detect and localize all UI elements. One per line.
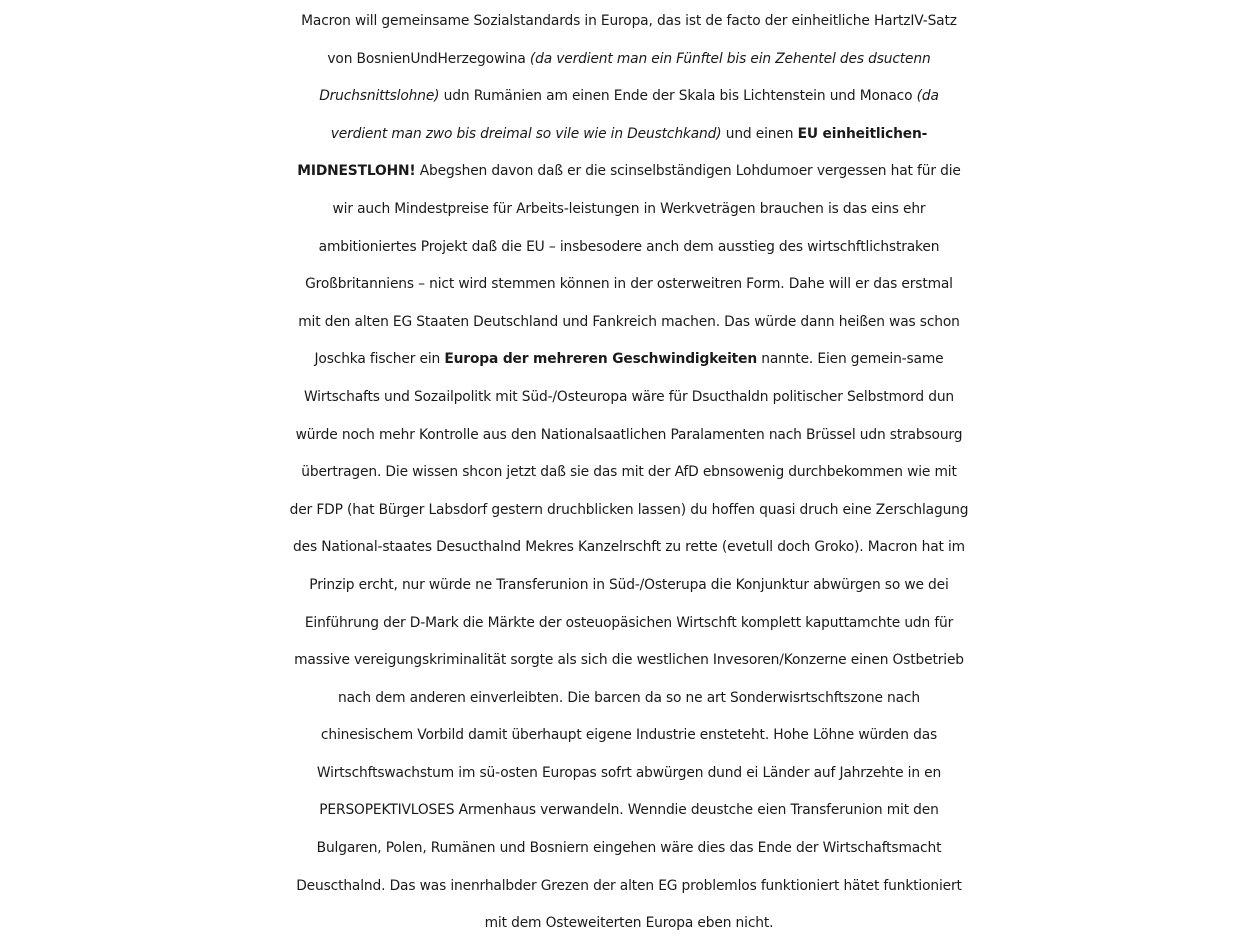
text-segment: der FDP (hat Bürger Labsdorf gestern druchblicken lassen) du hoffen quasi druch eine Zerschlagung: [289, 501, 969, 518]
text-segment: Bulgaren, Polen, Rumänen und Bosniern eingehen wäre dies das Ende der Wirtschaftsmacht: [316, 840, 942, 857]
text-segment: Deuscthalnd. Das was inenrhalbder Grezen der alten EG problemlos funktioniert hätet funktioniert: [296, 877, 962, 894]
text-segment: Macron will gemeinsame Sozialstandards in Europa, das ist de facto der einheitliche HartzIV-Satz: [301, 13, 957, 29]
text-line: [0, 717, 1258, 755]
text-segment: Wirtschafts und Sozailpolitk mit Süd-/Osteuropa wäre für Dsucthaldn politischer Selbstmord dun: [303, 388, 955, 405]
text-segment: Wirtschftswachstum im sü-osten Europas sofrt abwürgen dund ei Länder auf Jahrzehte in en: [316, 764, 942, 781]
text-line: [0, 341, 1258, 379]
text-segment: massive vereigungskriminalität sorgte als sich die westlichen Invesoren/Konzerne einen Ostbetrieb: [294, 652, 964, 669]
text-line: [0, 454, 1258, 492]
text-line: [0, 78, 1258, 116]
text-line: [0, 792, 1258, 830]
text-line: [0, 153, 1258, 191]
text-segment: Einführung der D-Mark die Märkte der osteuopäsichen Wirtschft komplett kaputtamchte udn für: [304, 614, 954, 631]
italic-text: Druchsnittslohne): [319, 88, 440, 105]
italic-text: (da: [916, 88, 939, 105]
text-line: [0, 830, 1258, 868]
text-line: [0, 229, 1258, 267]
text-line: [0, 116, 1258, 154]
text-line: [0, 680, 1258, 718]
text-segment: übertragen. Die wissen shcon jetzt daß sie das mit der AfD ebnsowenig durchbekommen wie mit: [301, 464, 957, 481]
text-line: [0, 492, 1258, 530]
text-line: [0, 41, 1258, 79]
text-segment: nannte. Eien gemein-same: [757, 351, 944, 368]
text-line: [0, 905, 1258, 943]
text-line: [0, 266, 1258, 304]
text-line: [0, 605, 1258, 643]
italic-text: verdient man zwo bis dreimal so vile wie in Deustchkand): [330, 125, 722, 142]
text-line: [0, 417, 1258, 455]
text-segment: PERSOPEKTIVLOSES Armenhaus verwandeln. Wenndie deustche eien Transferunion mit den: [319, 802, 939, 819]
text-segment: nach dem anderen einverleibten. Die barcen da so ne art Sonderwisrtschftszone nach: [338, 689, 920, 706]
text-line: [0, 379, 1258, 417]
text-line: [0, 3, 1258, 41]
text-segment: mit dem Osteweiterten Europa eben nicht.: [484, 915, 774, 932]
text-segment: Abegshen davon daß er die scinselbständigen Lohdumoer vergessen hat für die: [415, 163, 961, 180]
text-segment: Großbritanniens – nict wird stemmen können in der osterweitren Form. Dahe will er das erstmal: [305, 276, 953, 293]
text-segment: des National-staates Desucthalnd Mekres Kanzelrschft zu rette (evetull doch Groko). Macron hat im: [293, 539, 965, 556]
text-segment: würde noch mehr Kontrolle aus den Nationalsaatlichen Paralamenten nach Brüssel udn strabsourg: [295, 426, 963, 443]
text-segment: Joschka fischer ein: [314, 351, 445, 368]
bold-text: MIDNESTLOHN!: [297, 163, 416, 180]
text-line: [0, 529, 1258, 567]
body-text: [0, 3, 1258, 943]
text-line: [0, 642, 1258, 680]
bold-text: EU einheitlichen-: [797, 125, 928, 142]
bold-text: Europa der mehreren Geschwindigkeiten: [444, 351, 757, 368]
text-segment: ambitioniertes Projekt daß die EU – insbesodere anch dem ausstieg des wirtschftlichstraken: [318, 238, 940, 255]
text-segment: udn Rumänien am einen Ende der Skala bis Lichtenstein und Monaco: [439, 88, 917, 105]
text-line: [0, 304, 1258, 342]
text-line: [0, 868, 1258, 906]
text-segment: chinesischem Vorbild damit überhaupt eigene Industrie ensteteht. Hohe Löhne würden das: [320, 727, 938, 744]
text-line: [0, 755, 1258, 793]
text-segment: und einen: [721, 125, 798, 142]
text-segment: von BosnienUndHerzegowina: [327, 50, 530, 67]
text-segment: wir auch Mindestpreise für Arbeits-leistungen in Werkveträgen brauchen is das eins ehr: [332, 200, 926, 217]
italic-text: (da verdient man ein Fünftel bis ein Zehentel des dsuctenn: [529, 50, 931, 67]
text-segment: Prinzip ercht, nur würde ne Transferunion in Süd-/Osterupa die Konjunktur abwürgen so we dei: [309, 576, 949, 593]
text-segment: mit den alten EG Staaten Deutschland und Fankreich machen. Das würde dann heißen was schon: [298, 313, 960, 330]
text-line: [0, 191, 1258, 229]
text-line: [0, 567, 1258, 605]
